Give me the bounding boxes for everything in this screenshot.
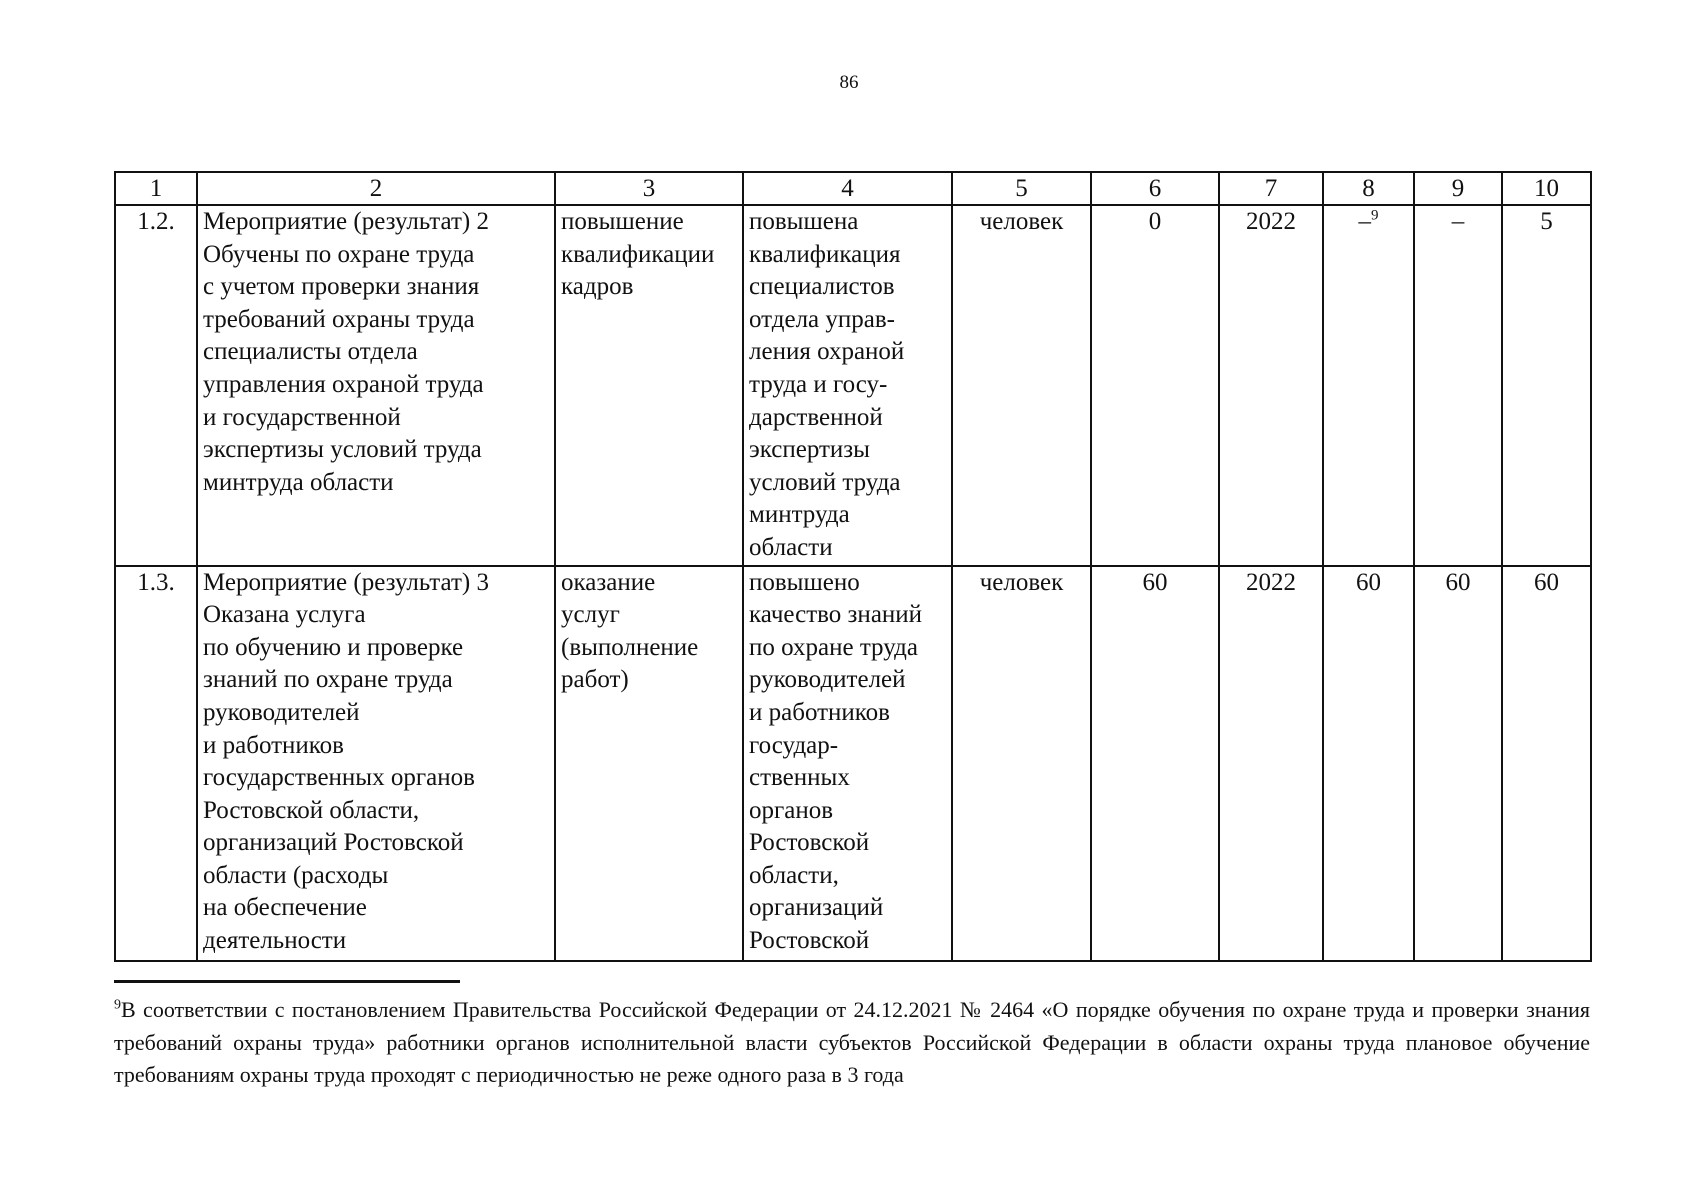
event-description-line: условий труда	[749, 468, 901, 496]
event-description-line: государ-	[749, 731, 839, 759]
header-col-3: 3	[555, 172, 743, 205]
event-description-line: области	[749, 533, 833, 561]
header-col-1: 1	[115, 172, 197, 205]
event-type	[555, 566, 743, 961]
event-type-line: кадров	[561, 273, 634, 301]
header-col-6: 6	[1091, 172, 1219, 205]
event-name-line: специалисты отдела	[203, 338, 418, 366]
event-name-line: Обучены по охране труда	[203, 240, 475, 268]
event-type-line: работ)	[561, 666, 629, 694]
event-description-line: Ростовской	[749, 829, 870, 857]
event-description-line: повышена	[749, 208, 859, 235]
value-col-8	[1323, 205, 1414, 566]
value-col-8: 60	[1323, 566, 1414, 961]
event-name-line: требований охраны труда	[203, 305, 475, 333]
event-name-line: Мероприятие (результат) 3	[203, 568, 489, 596]
event-description-line: организаций	[749, 894, 884, 922]
base-value: 0	[1091, 205, 1219, 566]
table-row	[115, 566, 1591, 961]
event-description-line: дарственной	[749, 403, 883, 431]
event-name-line: экспертизы условий труда	[203, 436, 482, 464]
header-col-9: 9	[1414, 172, 1502, 205]
event-name-line: Оказана услуга	[203, 601, 366, 629]
event-type	[555, 205, 743, 566]
value-col-10: 5	[1502, 205, 1591, 566]
footnote-text: В соответствии с постановлением Правительства Российской Федерации от 24.12.2021 № 2464 «О порядке обучения по охране труда и проверки знания требований охраны труда» работники органов исполнительной власти субъектов Российской Федерации в области охраны труда плановое обучение требованиям охраны труда проходят с периодичностью не реже одного раза в 3 года	[114, 997, 1590, 1087]
footnote-mark: 9	[114, 997, 121, 1013]
row-number: 1.2.	[115, 205, 197, 566]
event-description-line: качество знаний	[749, 601, 923, 629]
event-description-line: ственных	[749, 764, 850, 792]
event-type-line: (выполнение	[561, 633, 699, 661]
event-name-line: знаний по охране труда	[203, 666, 453, 694]
event-name-line: области (расходы	[203, 861, 389, 889]
event-description-line: квалификация	[749, 240, 901, 268]
event-type-line: квалификации	[561, 240, 715, 268]
event-name-line: государственных органов	[203, 764, 475, 792]
event-name-line: Ростовской области,	[203, 796, 420, 824]
event-name-line: на обеспечение	[203, 894, 367, 922]
header-col-2: 2	[197, 172, 555, 205]
value-col-9: 60	[1414, 566, 1502, 961]
unit-of-measure: человек	[952, 205, 1091, 566]
event-name	[197, 205, 555, 566]
page-number: 86	[839, 72, 859, 93]
header-col-10: 10	[1502, 172, 1591, 205]
event-name-line: минтруда области	[203, 468, 394, 496]
table-header-row	[115, 172, 1591, 205]
event-description-line: органов	[749, 796, 834, 824]
event-name-line: деятельности	[203, 927, 347, 955]
event-description-line: ления охраной	[749, 338, 905, 366]
event-name-line: с учетом проверки знания	[203, 273, 480, 301]
event-description-line: минтруда	[749, 501, 850, 529]
event-name-line: руководителей	[203, 698, 360, 726]
event-description-line: экспертизы	[749, 436, 870, 464]
event-description-line: по охране труда	[749, 633, 918, 661]
event-description-line: отдела управ-	[749, 305, 896, 333]
base-year: 2022	[1219, 205, 1323, 566]
table-row	[115, 205, 1591, 566]
event-name	[197, 566, 555, 961]
event-name-line: по обучению и проверке	[203, 633, 464, 661]
base-value: 60	[1091, 566, 1219, 961]
event-description-line: Ростовской	[749, 927, 870, 955]
event-name-line: и государственной	[203, 403, 401, 431]
event-name-line: Мероприятие (результат) 2	[203, 208, 489, 235]
value-col-8-text: –	[1358, 208, 1371, 235]
header-col-4: 4	[743, 172, 952, 205]
event-description	[743, 566, 952, 961]
footnote	[114, 994, 1590, 1092]
footnote-separator	[114, 980, 460, 983]
value-col-10: 60	[1502, 566, 1591, 961]
event-type-line: повышение	[561, 208, 684, 235]
header-col-5: 5	[952, 172, 1091, 205]
event-name-line: управления охраной труда	[203, 370, 484, 398]
header-col-8: 8	[1323, 172, 1414, 205]
header-col-7: 7	[1219, 172, 1323, 205]
event-description-line: руководителей	[749, 666, 906, 694]
event-description-line: и работников	[749, 698, 890, 726]
event-name-line: организаций Ростовской	[203, 829, 464, 857]
event-type-line: оказание	[561, 568, 656, 596]
event-type-line: услуг	[561, 601, 620, 629]
event-name-line: и работников	[203, 731, 344, 759]
row-number: 1.3.	[115, 566, 197, 961]
event-description-line: труда и госу-	[749, 370, 888, 398]
unit-of-measure: человек	[952, 566, 1091, 961]
base-year: 2022	[1219, 566, 1323, 961]
footnote-reference: 9	[1371, 207, 1379, 224]
value-col-9: –	[1414, 205, 1502, 566]
event-description-line: области,	[749, 861, 839, 889]
event-description-line: специалистов	[749, 273, 895, 301]
event-description-line: повышено	[749, 568, 860, 596]
event-description	[743, 205, 952, 566]
events-table	[114, 171, 1592, 962]
